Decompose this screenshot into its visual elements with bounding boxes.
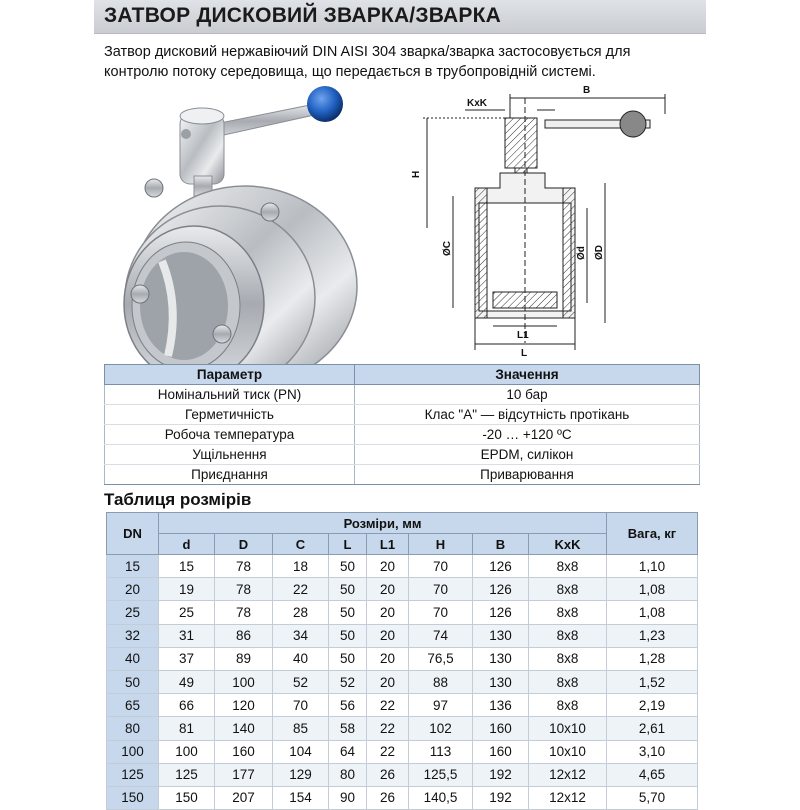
param-value: Клас "А" — відсутність протікань: [355, 405, 700, 425]
dimension-cell: 8x8: [529, 578, 607, 601]
weight-cell: 1,52: [607, 670, 698, 693]
header-dimensions: Розміри, мм: [159, 513, 607, 534]
dimension-cell: 129: [273, 763, 329, 786]
dimension-cell: 70: [273, 694, 329, 717]
dimension-cell: 154: [273, 786, 329, 809]
dimension-cell: 126: [473, 555, 529, 578]
dn-cell: 125: [107, 763, 159, 786]
dimension-cell: 20: [367, 624, 409, 647]
weight-cell: 1,10: [607, 555, 698, 578]
param-value: Приварювання: [355, 465, 700, 485]
weight-cell: 3,10: [607, 740, 698, 763]
dimension-cell: 26: [367, 786, 409, 809]
dimension-cell: 52: [329, 670, 367, 693]
header-col: d: [159, 534, 215, 555]
weight-cell: 1,08: [607, 578, 698, 601]
label-od-small: Ød: [576, 246, 587, 260]
dimension-cell: 104: [273, 740, 329, 763]
table-row: [107, 555, 698, 578]
table-row: [107, 717, 698, 740]
weight-cell: 2,61: [607, 717, 698, 740]
table-row: [107, 601, 698, 624]
dn-cell: 15: [107, 555, 159, 578]
parameters-table: [104, 364, 700, 485]
table-row: [107, 578, 698, 601]
dimension-cell: 40: [273, 647, 329, 670]
param-name: Номінальний тиск (PN): [105, 385, 355, 405]
dimension-cell: 19: [159, 578, 215, 601]
dimension-cell: 78: [215, 601, 273, 624]
dimension-cell: 70: [409, 578, 473, 601]
dimension-cell: 160: [215, 740, 273, 763]
sizes-table: [106, 512, 698, 810]
params-header-value: Значення: [355, 365, 700, 385]
dimension-cell: 89: [215, 647, 273, 670]
label-od-big: ØD: [594, 245, 605, 260]
dimension-cell: 140: [215, 717, 273, 740]
dimension-cell: 136: [473, 694, 529, 717]
dimension-cell: 102: [409, 717, 473, 740]
dimension-cell: 8x8: [529, 624, 607, 647]
param-name: Герметичність: [105, 405, 355, 425]
dimension-cell: 177: [215, 763, 273, 786]
intro-line-1: Затвор дисковий нержавіючий DIN AISI 304 зварка/зварка застосовується для: [104, 44, 631, 60]
table-row: [107, 670, 698, 693]
header-col: KxK: [529, 534, 607, 555]
dimension-cell: 50: [329, 647, 367, 670]
dimension-cell: 50: [329, 555, 367, 578]
label-l1: L1: [517, 330, 529, 341]
title-bar: [94, 0, 706, 34]
dimension-cell: 31: [159, 624, 215, 647]
dimension-cell: 126: [473, 578, 529, 601]
dimension-cell: 130: [473, 670, 529, 693]
dimension-cell: 12x12: [529, 763, 607, 786]
sizes-header-row-1: [107, 513, 698, 534]
page-title: ЗАТВОР ДИСКОВИЙ ЗВАРКА/ЗВАРКА: [104, 4, 501, 27]
header-col: L1: [367, 534, 409, 555]
dimension-cell: 26: [367, 763, 409, 786]
label-oc: ØC: [442, 241, 453, 256]
dimension-cell: 78: [215, 555, 273, 578]
dn-cell: 40: [107, 647, 159, 670]
table-row: [105, 425, 700, 445]
dimension-cell: 50: [329, 601, 367, 624]
weight-cell: 2,19: [607, 694, 698, 717]
dimension-cell: 28: [273, 601, 329, 624]
dimension-cell: 207: [215, 786, 273, 809]
dimension-cell: 125,5: [409, 763, 473, 786]
weight-cell: 5,70: [607, 786, 698, 809]
dimension-cell: 70: [409, 601, 473, 624]
dimension-cell: 81: [159, 717, 215, 740]
dimension-cell: 20: [367, 578, 409, 601]
header-col: L: [329, 534, 367, 555]
dimension-cell: 15: [159, 555, 215, 578]
dimension-cell: 10x10: [529, 717, 607, 740]
table-row: [105, 405, 700, 425]
dimension-cell: 50: [329, 578, 367, 601]
dimension-cell: 150: [159, 786, 215, 809]
params-header-row: [105, 365, 700, 385]
weight-cell: 1,28: [607, 647, 698, 670]
dimension-cell: 37: [159, 647, 215, 670]
dimension-cell: 20: [367, 601, 409, 624]
dimension-cell: 160: [473, 717, 529, 740]
dn-cell: 32: [107, 624, 159, 647]
table-row: [105, 445, 700, 465]
param-name: Приєднання: [105, 465, 355, 485]
dn-cell: 20: [107, 578, 159, 601]
dimension-cell: 49: [159, 670, 215, 693]
dimension-cell: 160: [473, 740, 529, 763]
label-l: L: [521, 348, 528, 358]
dn-cell: 50: [107, 670, 159, 693]
dimension-cell: 126: [473, 601, 529, 624]
dimension-cell: 8x8: [529, 647, 607, 670]
dimension-cell: 50: [329, 624, 367, 647]
dn-cell: 80: [107, 717, 159, 740]
header-col: C: [273, 534, 329, 555]
dimension-cell: 18: [273, 555, 329, 578]
table-row: [105, 385, 700, 405]
dimension-cell: 120: [215, 694, 273, 717]
label-kxk: KxK: [467, 98, 488, 109]
param-name: Робоча температура: [105, 425, 355, 445]
dimension-cell: 22: [273, 578, 329, 601]
weight-cell: 1,23: [607, 624, 698, 647]
table-row: [105, 465, 700, 485]
header-weight: Вага, кг: [607, 513, 698, 555]
dimension-cell: 85: [273, 717, 329, 740]
label-b: B: [583, 85, 591, 96]
dimension-cell: 90: [329, 786, 367, 809]
dimension-cell: 88: [409, 670, 473, 693]
header-col: D: [215, 534, 273, 555]
dimension-cell: 20: [367, 670, 409, 693]
param-value: EPDM, силікон: [355, 445, 700, 465]
dimension-cell: 56: [329, 694, 367, 717]
table-row: [107, 786, 698, 809]
param-value: 10 бар: [355, 385, 700, 405]
dimension-cell: 130: [473, 647, 529, 670]
weight-cell: 1,08: [607, 601, 698, 624]
dimension-cell: 20: [367, 555, 409, 578]
label-h: H: [411, 170, 422, 178]
header-col: H: [409, 534, 473, 555]
valve-photo: [110, 76, 410, 366]
dimension-cell: 8x8: [529, 670, 607, 693]
dimension-cell: 80: [329, 763, 367, 786]
dimension-cell: 25: [159, 601, 215, 624]
dimension-cell: 86: [215, 624, 273, 647]
dimension-cell: 192: [473, 786, 529, 809]
dimension-cell: 22: [367, 740, 409, 763]
dimension-cell: 20: [367, 647, 409, 670]
header-dn: DN: [107, 513, 159, 555]
dimension-cell: 78: [215, 578, 273, 601]
dimension-cell: 100: [215, 670, 273, 693]
dimension-cell: 97: [409, 694, 473, 717]
dimension-cell: 22: [367, 717, 409, 740]
dimension-cell: 125: [159, 763, 215, 786]
dimension-cell: 52: [273, 670, 329, 693]
dimension-cell: 100: [159, 740, 215, 763]
dimension-cell: 76,5: [409, 647, 473, 670]
dimension-cell: 66: [159, 694, 215, 717]
dimension-drawing: [405, 78, 705, 358]
table-row: [107, 624, 698, 647]
dimension-cell: 58: [329, 717, 367, 740]
dimension-cell: 70: [409, 555, 473, 578]
dn-cell: 65: [107, 694, 159, 717]
intro-line-2: контролю потоку середовища, що передається в трубопровідній системі.: [104, 64, 596, 80]
dimension-cell: 8x8: [529, 694, 607, 717]
dimension-cell: 140,5: [409, 786, 473, 809]
dimension-cell: 12x12: [529, 786, 607, 809]
dimension-cell: 8x8: [529, 601, 607, 624]
weight-cell: 4,65: [607, 763, 698, 786]
dimension-cell: 64: [329, 740, 367, 763]
dn-cell: 25: [107, 601, 159, 624]
dimension-cell: 74: [409, 624, 473, 647]
dimension-cell: 113: [409, 740, 473, 763]
dimension-cell: 22: [367, 694, 409, 717]
table-row: [107, 647, 698, 670]
params-header-param: Параметр: [105, 365, 355, 385]
table-row: [107, 694, 698, 717]
header-col: B: [473, 534, 529, 555]
table-row: [107, 740, 698, 763]
dn-cell: 150: [107, 786, 159, 809]
dimension-cell: 10x10: [529, 740, 607, 763]
dimension-cell: 130: [473, 624, 529, 647]
dimension-cell: 192: [473, 763, 529, 786]
dn-cell: 100: [107, 740, 159, 763]
param-name: Ущільнення: [105, 445, 355, 465]
sizes-table-title: Таблиця розмірів: [104, 490, 252, 509]
dimension-cell: 34: [273, 624, 329, 647]
dimension-cell: 8x8: [529, 555, 607, 578]
table-row: [107, 763, 698, 786]
param-value: -20 … +120 ºС: [355, 425, 700, 445]
